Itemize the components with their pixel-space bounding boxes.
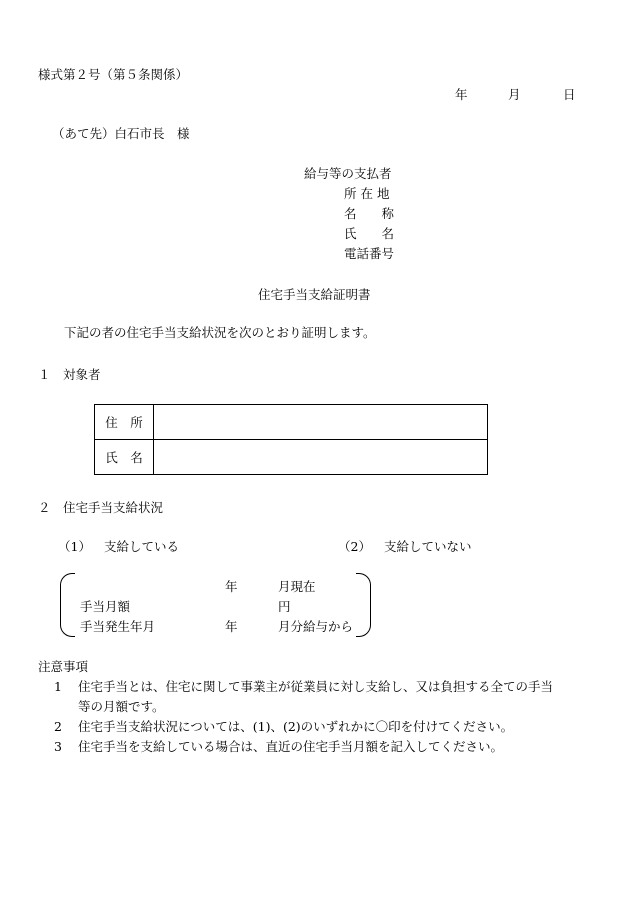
table-row: [95, 440, 488, 475]
note-3-line1: 住宅手当を支給している場合は、直近の住宅手当月額を記入してください。: [78, 739, 504, 754]
notes-heading: 注意事項: [38, 659, 89, 674]
start-month-label: 手当発生年月: [80, 619, 156, 634]
start-month-suffix: 月分給与から: [278, 619, 354, 634]
name-label: 氏 名: [95, 440, 154, 475]
asof-year-label: 年: [225, 579, 238, 594]
address-label: 住 所: [95, 405, 154, 440]
asof-month-label: 月現在: [278, 579, 316, 594]
date-month-label: 月: [508, 87, 521, 102]
section1-heading: １ 対象者: [38, 367, 101, 382]
table-row: [95, 405, 488, 440]
address-field[interactable]: [154, 405, 488, 440]
payer-location-label: 所 在 地: [344, 186, 390, 201]
payer-name-label: 名 称: [344, 206, 395, 221]
document-title: 住宅手当支給証明書: [258, 287, 371, 302]
left-bracket: [60, 573, 75, 637]
payer-phone-label: 電話番号: [344, 246, 395, 261]
option1-number[interactable]: （1）: [58, 539, 91, 554]
note-1-line2: 等の月額です。: [78, 699, 165, 714]
intro-text: 下記の者の住宅手当支給状況を次のとおり証明します。: [64, 325, 376, 340]
yen-label: 円: [278, 599, 291, 614]
note-1-line1: 住宅手当とは、住宅に関して事業主が従業員に対し支給し、又は負担する全ての手当: [78, 679, 554, 694]
name-field[interactable]: [154, 440, 488, 475]
note-2-number: 2: [54, 719, 62, 734]
note-1-number: 1: [54, 679, 62, 694]
payer-heading: 給与等の支払者: [304, 166, 392, 181]
addressee: （あて先）白石市長 様: [52, 126, 190, 141]
note-3-number: 3: [54, 739, 62, 754]
start-year-label: 年: [225, 619, 238, 634]
date-year-label: 年: [455, 87, 468, 102]
recipient-table: [94, 404, 488, 475]
option2-number[interactable]: （2）: [338, 539, 371, 554]
note-2-line1: 住宅手当支給状況については、(1)、(2)のいずれかに〇印を付けてください。: [78, 719, 514, 734]
date-day-label: 日: [563, 87, 576, 102]
option2-text[interactable]: 支給していない: [384, 539, 472, 554]
option1-text[interactable]: 支給している: [104, 539, 180, 554]
section2-heading: ２ 住宅手当支給状況: [38, 500, 164, 515]
payer-person-label: 氏 名: [344, 226, 395, 241]
monthly-amount-label: 手当月額: [80, 599, 131, 614]
right-bracket: [356, 573, 371, 637]
form-number: 様式第２号（第５条関係）: [38, 67, 189, 82]
